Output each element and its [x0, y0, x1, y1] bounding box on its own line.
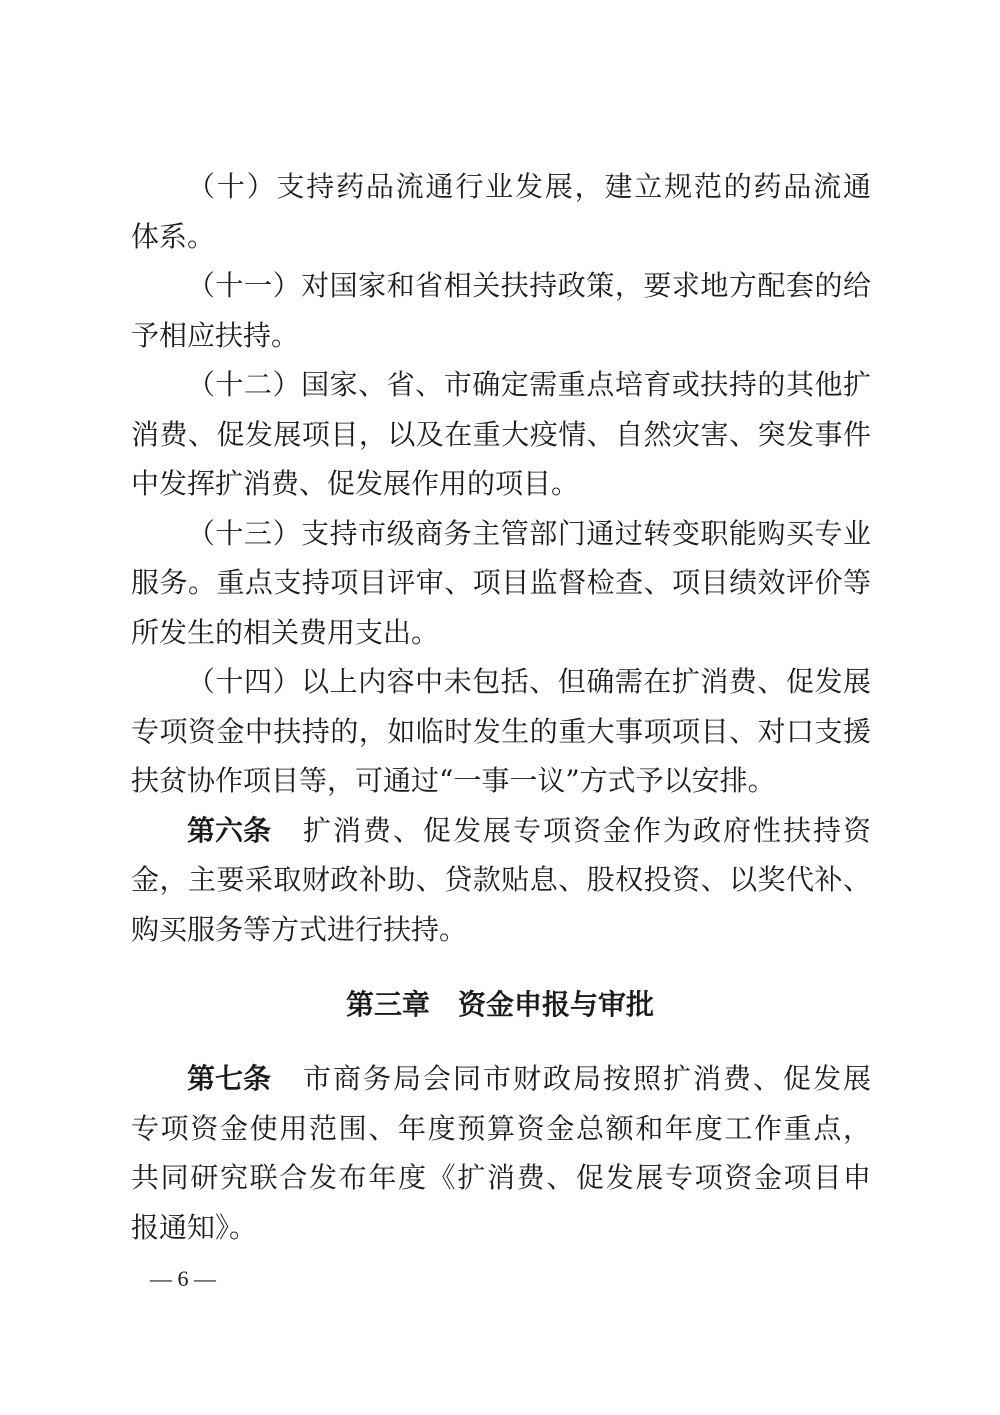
paragraph-12-line-1: （十二）国家、省、市确定需重点培育或扶持的其他扩: [187, 368, 871, 401]
paragraph-12-line-2: 消费、促发展项目，以及在重大疫情、自然灾害、突发事件: [131, 418, 871, 451]
article-6-line-1: 扩消费、促发展专项资金作为政府性扶持资: [303, 814, 871, 847]
paragraph-14-line-2: 专项资金中扶持的，如临时发生的重大事项项目、对口支援: [131, 715, 871, 748]
paragraph-13-line-2: 服务。重点支持项目评审、项目监督检查、项目绩效评价等: [131, 566, 871, 599]
article-6-label: 第六条: [187, 814, 272, 847]
article-7-line-4: 报通知》。: [131, 1211, 258, 1244]
page-number: — 6 —: [150, 1266, 216, 1291]
paragraph-14-line-1: （十四）以上内容中未包括、但确需在扩消费、促发展: [187, 665, 871, 698]
paragraph-11-line-1: （十一）对国家和省相关扶持政策，要求地方配套的给: [187, 269, 871, 302]
chapter-heading: 第三章 资金申报与审批: [345, 988, 654, 1021]
article-7-line-2: 专项资金使用范围、年度预算资金总额和年度工作重点，: [131, 1112, 871, 1145]
article-7-line-3: 共同研究联合发布年度《扩消费、促发展专项资金项目申: [131, 1161, 871, 1194]
paragraph-14-line-3: 扶贫协作项目等，可通过“一事一议”方式予以安排。: [131, 764, 776, 797]
article-6-line-3: 购买服务等方式进行扶持。: [131, 913, 468, 946]
paragraph-12-line-3: 中发挥扩消费、促发展作用的项目。: [131, 467, 580, 500]
paragraph-11-line-2: 予相应扶持。: [131, 319, 300, 352]
paragraph-10-line-2: 体系。: [131, 220, 216, 253]
paragraph-10-line-1: （十）支持药品流通行业发展，建立规范的药品流通: [187, 170, 871, 203]
paragraph-13-line-1: （十三）支持市级商务主管部门通过转变职能购买专业: [187, 517, 871, 550]
article-7-label: 第七条: [187, 1062, 272, 1095]
paragraph-13-line-3: 所发生的相关费用支出。: [131, 616, 440, 649]
article-7-line-1: 市商务局会同市财政局按照扩消费、促发展: [303, 1062, 871, 1095]
article-6-line-2: 金，主要采取财政补助、贷款贴息、股权投资、以奖代补、: [131, 863, 871, 896]
